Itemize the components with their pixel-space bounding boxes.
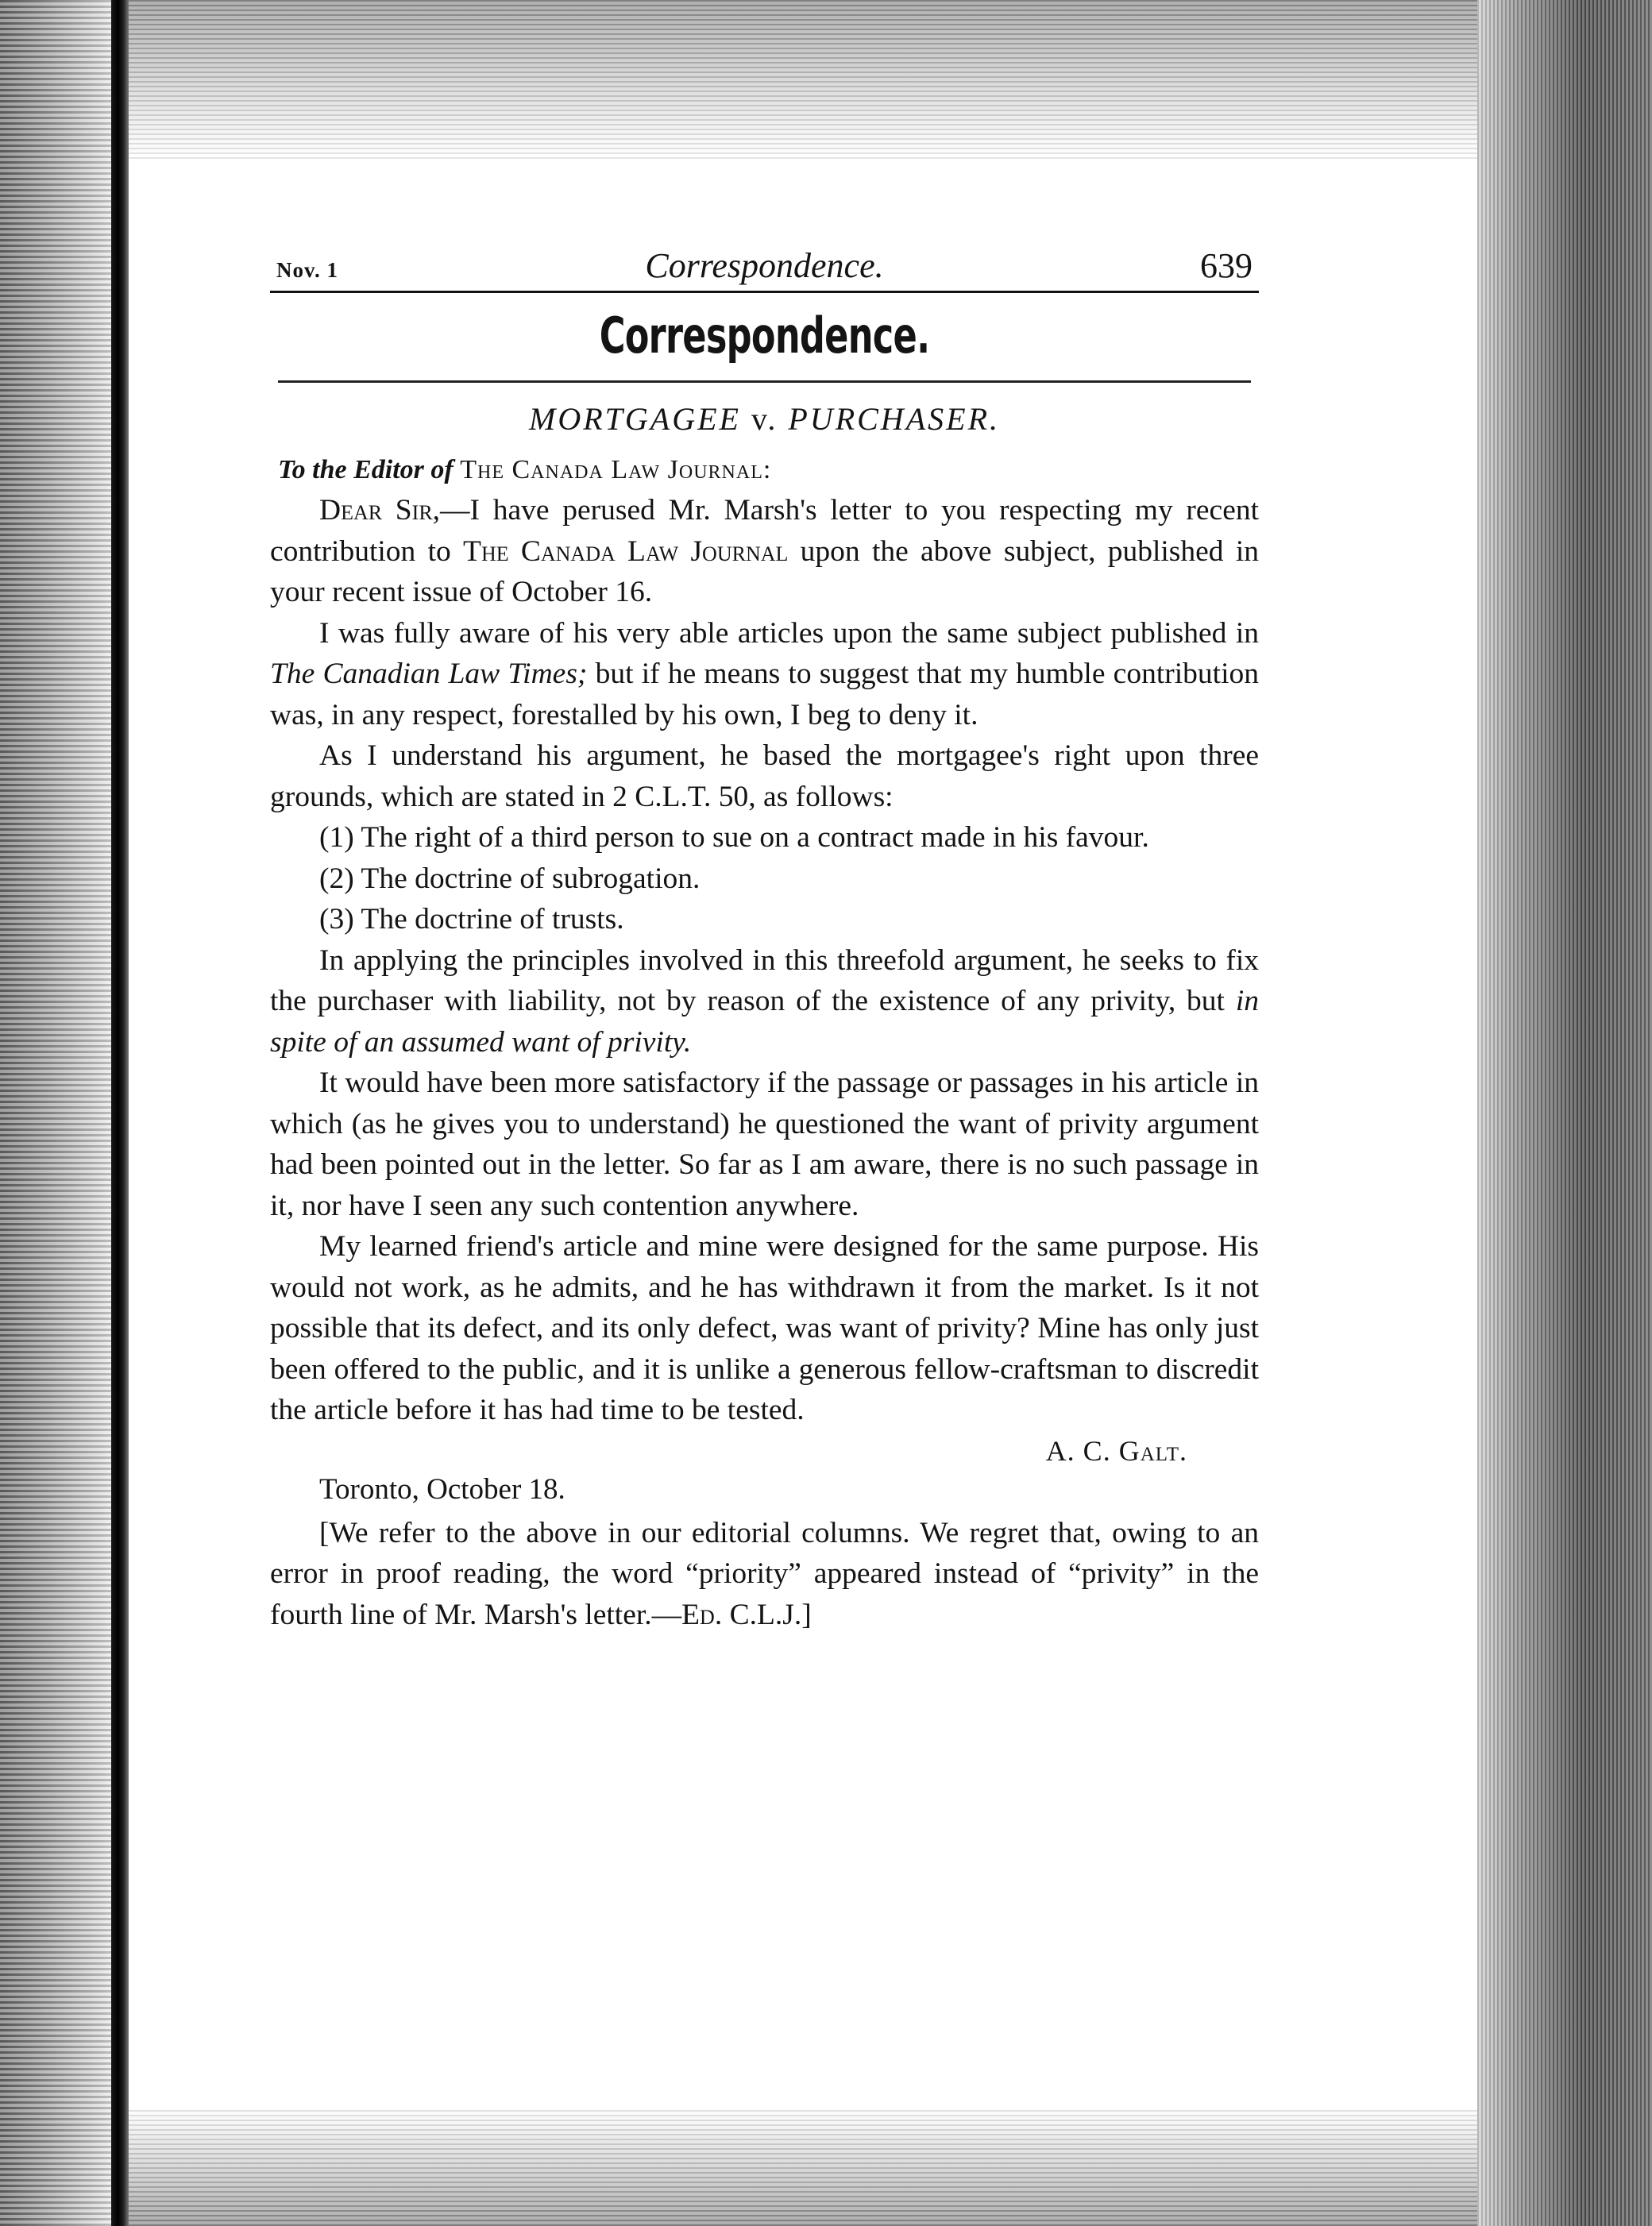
journal-page (270, 238, 1259, 2025)
dear-sir: Dear Sir, (319, 494, 441, 527)
paragraph-1 (270, 490, 1259, 613)
salutation-journal: The Canada Law Journal: (460, 455, 772, 484)
running-head (270, 238, 1259, 293)
paragraph-8: It would have been more satisfactory if the passage or passages in his article in which (as he gives you to understand) he questioned the want of privity argument had been pointed out in the letter. So far as I am aware, there is no such passage in it, nor have I seen any such contention anywhere. (270, 1067, 1259, 1222)
paragraph-7-a: In applying the principles involved in this threefold argument, he seeks to fix the purchaser with liability, not by reason of the existence of any privity, but (270, 943, 1259, 1017)
letter-body (270, 490, 1259, 1431)
paragraph-2-title: The Canadian Law Times; (270, 658, 588, 690)
section-rule (278, 380, 1251, 383)
section-title: Correspondence. (599, 307, 930, 365)
paragraph-2-b: but if he means to suggest that my humble contribution was, in any respect, forestalled by his own, I beg to deny it. (270, 658, 1259, 731)
salutation (270, 455, 1259, 485)
paragraph-3: As I understand his argument, he based the mortgagee's right upon three grounds, which are stated in 2 C.L.T. 50, as follows: (270, 739, 1259, 813)
article-title-mortgagee: MORTGAGEE (529, 401, 741, 437)
editor-note (270, 1513, 1259, 1636)
signature: A. C. Galt. (1045, 1434, 1187, 1467)
paragraph-1-text: —I have perused Mr. Marsh's letter to you respecting my recent contribution to (270, 494, 1260, 568)
editor-note-signature: Ed. C.L.J. (681, 1598, 802, 1631)
paragraph-4: (1) The right of a third person to sue on a contract made in his favour. (319, 821, 1149, 854)
scan-border-bottom (119, 2107, 1477, 2226)
editor-note-paragraph (270, 1513, 1259, 1636)
scan-border-left (0, 0, 119, 2226)
article-title-purchaser: PURCHASER. (788, 401, 1000, 437)
running-head-date: Nov. 1 (276, 258, 339, 282)
running-head-title: Correspondence. (645, 246, 884, 285)
book-spine-shadow (111, 0, 129, 2226)
paragraph-7 (270, 940, 1259, 1063)
paragraph-2 (270, 613, 1259, 736)
paragraph-7-italic: in spite of an assumed want of privity. (270, 985, 1259, 1059)
paragraph-2-a: I was fully aware of his very able articles upon the same subject published in (319, 616, 1259, 650)
article-title-versus: v. (751, 401, 778, 437)
paragraph-1-tail: upon the above subject, published in your recent issue of October 16. (270, 534, 1259, 608)
salutation-lead: To the Editor of (278, 455, 454, 484)
editor-note-close: ] (801, 1598, 812, 1631)
article-title (270, 400, 1259, 438)
editor-note-text: [We refer to the above in our editorial columns. We regret that, owing to an error in proof reading, the word “priority” appeared instead of “privity” in the fourth line of Mr. Marsh's letter.— (270, 1516, 1259, 1631)
page-number: 639 (1200, 246, 1253, 285)
paragraph-6: (3) The doctrine of trusts. (319, 903, 624, 936)
paragraph-5: (2) The doctrine of subrogation. (319, 862, 701, 895)
paragraph-9: My learned friend's article and mine were designed for the same purpose. His would not work, as he admits, and he has withdrawn it from the market. Is it not possible that its defect, and its only defect, was want of privity? Mine has only just been offered to the public, and it is unlike a generous fellow-craftsman to discredit the article before it has had time to be tested. (270, 1230, 1259, 1426)
dateline: Toronto, October 18. (319, 1472, 565, 1506)
scan-border-top (119, 0, 1477, 159)
paragraph-1-journal: The Canada Law Journal (463, 534, 789, 568)
scan-border-right (1477, 0, 1652, 2226)
